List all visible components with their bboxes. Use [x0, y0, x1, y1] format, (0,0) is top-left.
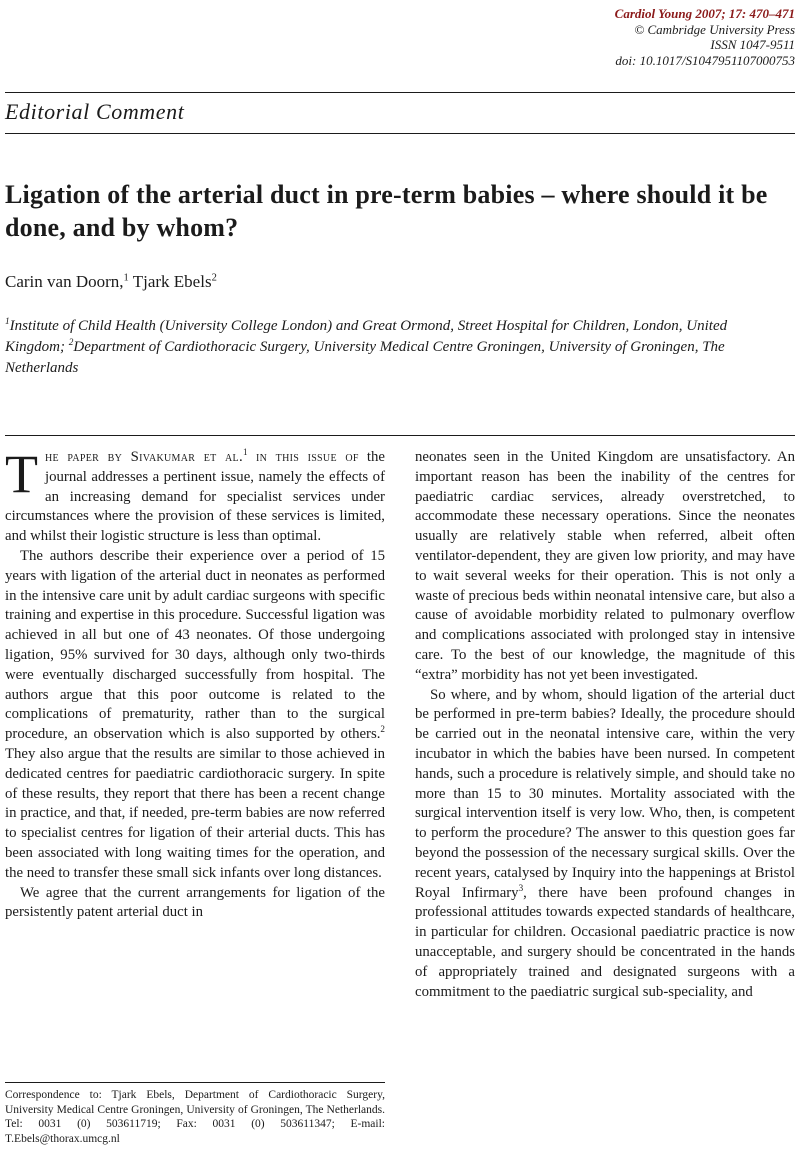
dropcap-letter: T [5, 444, 38, 504]
paragraph: The authors describe their experience over a period of 15 years with ligation of the arterial duct in neonates as performed in the intensive care unit by adult cardiac surgeons with specific training and expertise in this procedure. Successful ligation was achieved in all but one of 43 neonates. Of those undergoing ligation, 95% survived for 30 days, although only two-thirds were eventually discharged successfully from hospital. The authors argue that this poor outcome is related to the complications of prematurity, rather than to the surgical procedure, an observation which is also supported by others.$^2$ They also argue that the results are similar to those achieved in dedicated centres for paediatric cardiothoracic surgery. In spite of these results, they report that there has been a recent change in practice, and that, if needed, pre-term babies are now referred to specialist centres for ligation of their arterial ducts. This has been associated with long waiting times for the operation, and the need to transfer these small sick infants over long distances. [5, 547, 386, 881]
right-column [415, 448, 795, 1149]
journal-issn: ISSN 1047-9511 [710, 37, 795, 52]
paragraph-intro [5, 444, 385, 547]
footnote-rule [5, 1082, 385, 1083]
section-label: Editorial Comment [5, 99, 185, 124]
paragraph: We agree that the current arrangements for ligation of the persistently patent arterial duct in [5, 884, 385, 921]
correspondence-note [5, 1082, 385, 1149]
paragraph: So where, and by whom, should ligation of the arterial duct be performed in pre-term babies? Ideally, the procedure should be carried out in the neonatal intensive care, within the very incubator in which the babies have been nursed. In competent hands, such a procedure is relatively simple, and should take no more than 15 to 30 minutes. Mortality associated with the surgical intervention itself is very low. Who, then, is competent to perform the procedure? The answer to this question goes far beyond the possession of the necessary surgical skills. Over the recent years, catalysed by Inquiry into the happenings at Bristol Royal Infirmary$^3$, there have been profound changes in professional attitudes towards expected standards of healthcare, in particular for children. Occasional paediatric practice is now unacceptable, and surgery should be concentrated in the hands of appropriately trained and designated surgeons with a commitment to the paediatric surgical sub-speciality, and [415, 686, 795, 1000]
journal-doi: doi: 10.1017/S1047951107000753 [615, 52, 795, 68]
paragraph: neonates seen in the United Kingdom are unsatisfactory. An important reason has been the inability of the centres for paediatric cardiac services, already overstretched, to accommodate these necessary operations. Since the neonates usually are relatively stable when referred, albeit often ventilator-dependent, they are given low priority, and may have to wait several weeks for their operation. This is not only a waste of precious beds within neonatal intensive care, but also a cause of avoidable morbidity related to pulmonary overflow and complications associated with prolonged stay in intensive care. To the best of our knowledge, the magnitude of this “extra” morbidity has not yet been investigated. [415, 449, 795, 683]
journal-copyright: © Cambridge University Press [634, 21, 795, 37]
section-banner [5, 92, 795, 134]
journal-masthead [5, 6, 795, 68]
article-title: Ligation of the arterial duct in pre-term babies – where should it be done, and by whom? [5, 180, 768, 242]
correspondence-text: Correspondence to: Tjark Ebels, Department of Cardiothoracic Surgery, University Medical Centre Groningen, University of Groningen, The Netherlands. Tel: 0031 (0) 503611719; Fax: 0031 (0) 503611347; E-mail: T.Ebels@thorax.umcg.nl [5, 1089, 385, 1145]
article-body [5, 436, 795, 1149]
left-column [5, 444, 386, 1149]
affiliations: $^1$Institute of Child Health (University College London) and Great Ormond, Street Hospital for Children, London, United Kingdom; $^2$Department of Cardiothoracic Surgery, University Medical Centre Groningen, University of Groningen, The Netherlands [5, 317, 728, 376]
author-line: Carin van Doorn,$^1$ Tjark Ebels$^2$ [5, 272, 217, 291]
journal-citation: Cardiol Young 2007; 17: 470–471 [614, 6, 795, 21]
paragraph-intro-text: he paper by Sivakumar et al.$^1$ in this issue of the journal addresses a pertinent issue, namely the effects of an increasing demand for specialist services under circumstances where the provision of these services is limited, and whilst their logistic structure is less than optimal. [5, 447, 385, 545]
